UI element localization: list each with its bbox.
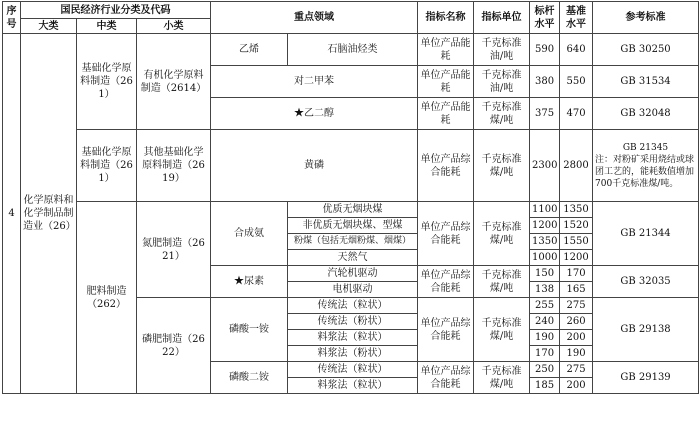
indicator-unit: 千克标准煤/吨: [474, 362, 530, 394]
advanced-value: 380: [530, 66, 560, 98]
indicator-unit: 千克标准油/吨: [474, 34, 530, 66]
reference-standard: GB 32048: [593, 98, 699, 130]
medium-262: 肥料制造（262）: [77, 202, 137, 394]
baseline-value: 200: [560, 378, 593, 394]
sub-area: 料浆法（粒状）: [288, 330, 418, 346]
indicator-unit: 千克标准煤/吨: [474, 98, 530, 130]
minor-2622: 磷肥制造（2622）: [137, 298, 211, 394]
sub-area: 汽轮机驱动: [288, 266, 418, 282]
header-minor: 小类: [137, 19, 211, 34]
baseline-value: 260: [560, 314, 593, 330]
reference-standard: GB 21344: [593, 202, 699, 266]
advanced-value: 170: [530, 346, 560, 362]
baseline-value: 275: [560, 362, 593, 378]
key-area-naphtha: 石脑油烃类: [288, 34, 418, 66]
baseline-value: 2800: [560, 130, 593, 202]
advanced-value: 138: [530, 282, 560, 298]
key-area-urea: ★尿素: [211, 266, 288, 298]
advanced-value: 150: [530, 266, 560, 282]
header-medium: 中类: [77, 19, 137, 34]
header-indicator-unit: 指标单位: [474, 2, 530, 34]
medium-261-b: 基础化学原料制造（261）: [77, 130, 137, 202]
key-area-px: 对二甲苯: [211, 66, 418, 98]
key-area-map: 磷酸一铵: [211, 298, 288, 362]
indicator-unit: 千克标准煤/吨: [474, 202, 530, 266]
indicator-name: 单位产品综合能耗: [418, 266, 474, 298]
reference-standard: GB 29139: [593, 362, 699, 394]
minor-2614: 有机化学原料制造（2614）: [137, 34, 211, 130]
baseline-value: 1550: [560, 234, 593, 250]
indicator-name: 单位产品综合能耗: [418, 298, 474, 362]
header-seq: 序号: [3, 2, 21, 34]
header-baseline: 基准水平: [560, 2, 593, 34]
sub-area: 电机驱动: [288, 282, 418, 298]
indicator-unit: 千克标准煤/吨: [474, 130, 530, 202]
baseline-value: 1200: [560, 250, 593, 266]
indicator-unit: 千克标准煤/吨: [474, 298, 530, 362]
reference-standard: [593, 130, 699, 202]
reference-note: 注：对粉矿采用烧结或球团工艺的，能耗数值增加700千克标准煤/吨。: [595, 154, 695, 189]
indicator-name: 单位产品综合能耗: [418, 362, 474, 394]
advanced-value: 240: [530, 314, 560, 330]
reference-standard: GB 29138: [593, 298, 699, 362]
baseline-value: 165: [560, 282, 593, 298]
sub-area: 非优质无烟块煤、型煤: [288, 218, 418, 234]
minor-2619: 其他基础化学原料制造（2619）: [137, 130, 211, 202]
reference-standard: GB 31534: [593, 66, 699, 98]
baseline-value: 640: [560, 34, 593, 66]
sub-area: 料浆法（粒状）: [288, 378, 418, 394]
key-area-ethylene-glycol: ★乙二醇: [211, 98, 418, 130]
baseline-value: 190: [560, 346, 593, 362]
reference-standard: GB 30250: [593, 34, 699, 66]
seq-cell: 4: [3, 34, 21, 394]
header-reference: 参考标准: [593, 2, 699, 34]
advanced-value: 185: [530, 378, 560, 394]
indicator-name: 单位产品综合能耗: [418, 202, 474, 266]
advanced-value: 590: [530, 34, 560, 66]
advanced-value: 190: [530, 330, 560, 346]
baseline-value: 1520: [560, 218, 593, 234]
baseline-value: 170: [560, 266, 593, 282]
header-advanced: 标杆水平: [530, 2, 560, 34]
header-major: 大类: [21, 19, 77, 34]
sub-area: 天然气: [288, 250, 418, 266]
indicator-name: 单位产品能耗: [418, 66, 474, 98]
key-area-ethylene: 乙烯: [211, 34, 288, 66]
baseline-value: 470: [560, 98, 593, 130]
baseline-value: 275: [560, 298, 593, 314]
advanced-value: 1000: [530, 250, 560, 266]
indicator-unit: 千克标准煤/吨: [474, 266, 530, 298]
advanced-value: 1200: [530, 218, 560, 234]
key-area-ammonia: 合成氨: [211, 202, 288, 266]
indicator-unit: 千克标准油/吨: [474, 66, 530, 98]
baseline-value: 550: [560, 66, 593, 98]
baseline-value: 1350: [560, 202, 593, 218]
advanced-value: 1350: [530, 234, 560, 250]
sub-area: 料浆法（粉状）: [288, 346, 418, 362]
header-industry-code: 国民经济行业分类及代码: [21, 2, 211, 19]
key-area-yellow-phosphorus: 黄磷: [211, 130, 418, 202]
header-key-area: 重点领域: [211, 2, 418, 34]
medium-261: 基础化学原料制造（261）: [77, 34, 137, 130]
indicator-name: 单位产品能耗: [418, 34, 474, 66]
baseline-value: 200: [560, 330, 593, 346]
indicator-name: 单位产品能耗: [418, 98, 474, 130]
reference-standard: GB 32035: [593, 266, 699, 298]
minor-2621: 氮肥制造（2621）: [137, 202, 211, 298]
sub-area: 优质无烟块煤: [288, 202, 418, 218]
energy-benchmark-table: [2, 1, 699, 394]
major-category: 化学原料和化学制品制造业（26）: [21, 34, 77, 394]
advanced-value: 2300: [530, 130, 560, 202]
key-area-dap: 磷酸二铵: [211, 362, 288, 394]
header-indicator-name: 指标名称: [418, 2, 474, 34]
advanced-value: 255: [530, 298, 560, 314]
sub-area: 粉煤（包括无烟粉煤、烟煤）: [288, 234, 418, 250]
indicator-name: 单位产品综合能耗: [418, 130, 474, 202]
sub-area: 传统法（粉状）: [288, 314, 418, 330]
sub-area: 传统法（粒状）: [288, 298, 418, 314]
advanced-value: 1100: [530, 202, 560, 218]
advanced-value: 250: [530, 362, 560, 378]
reference-code: GB 21345: [622, 142, 669, 153]
sub-area: 传统法（粒状）: [288, 362, 418, 378]
advanced-value: 375: [530, 98, 560, 130]
